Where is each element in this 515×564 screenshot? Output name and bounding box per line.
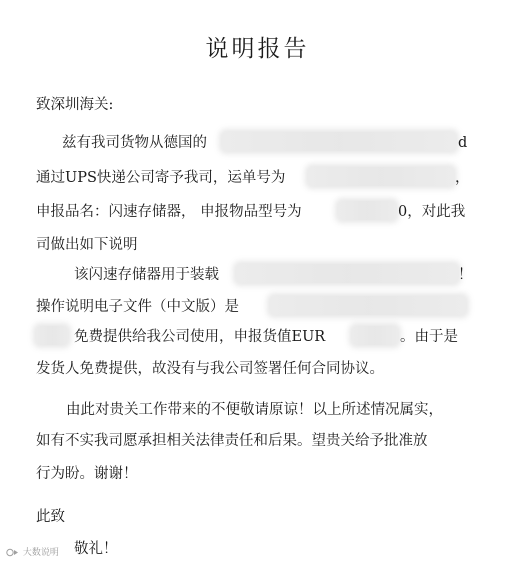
redacted-value <box>352 326 398 345</box>
redacted-model <box>338 201 396 220</box>
watermark <box>6 545 59 558</box>
watermark-text: 大数说明 <box>22 548 59 558</box>
p2-line-4: 发货人免费提供，故没有与我公司签署任何合同协议。 <box>36 361 384 377</box>
p1-line-1-tail: d <box>458 135 468 151</box>
closing: 此致 <box>36 509 65 525</box>
p1-line-2-tail: ， <box>455 170 470 186</box>
p2-line-1: 该闪速存储器用于装载 <box>74 267 219 283</box>
p1-line-3b: 0，对此我 <box>398 204 466 220</box>
p3-line-1: 由此对贵关工作带来的不便敬请原谅！以上所述情况属实， <box>66 402 443 418</box>
regards: 敬礼！ <box>74 541 118 557</box>
redacted-prefix <box>36 326 68 345</box>
salutation: 致深圳海关: <box>36 97 114 113</box>
redacted-device <box>236 264 458 283</box>
page-title: 说明报告 <box>205 36 310 62</box>
watermark-logo-icon <box>6 548 20 557</box>
redacted-waybill <box>308 167 454 186</box>
p2-line-3a: 免费提供给我公司使用，申报货值EUR <box>74 329 326 345</box>
p3-line-3: 行为盼。谢谢！ <box>36 466 138 482</box>
redacted-manual <box>270 296 466 315</box>
p1-line-3a: 申报品名：闪速存储器， 申报物品型号为 <box>36 204 302 220</box>
p1-line-4: 司做出如下说明 <box>36 237 138 253</box>
redacted-sender <box>222 132 456 151</box>
p2-line-3b: 。由于是 <box>400 329 458 345</box>
p3-line-2: 如有不实我司愿承担相关法律责任和后果。望贵关给予批准放 <box>36 433 428 449</box>
p1-line-2: 通过UPS快递公司寄予我司，运单号为 <box>36 170 286 186</box>
p2-line-2: 操作说明电子文件（中文版）是 <box>36 299 239 315</box>
p2-line-1-tail: ！ <box>458 267 473 283</box>
p1-line-1: 兹有我司货物从德国的 <box>62 135 207 151</box>
